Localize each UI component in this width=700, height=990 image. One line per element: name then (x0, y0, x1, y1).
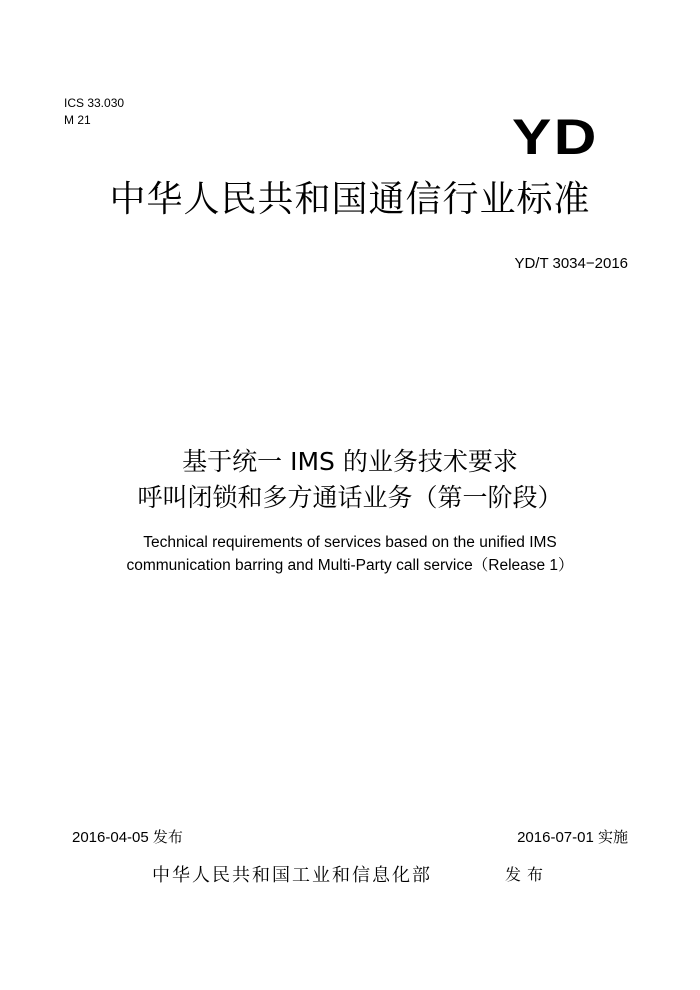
document-title-en-line1: Technical requirements of services based on the unified IMS (143, 534, 557, 551)
document-title-en-line2: communication barring and Multi-Party call service（Release 1） (126, 557, 574, 574)
publish-date: 2016-04-05 发布 (72, 829, 183, 846)
standard-number: YD/T 3034−2016 (514, 255, 628, 272)
publish-label: 发布 (505, 865, 550, 884)
classification-codes (64, 95, 124, 129)
document-title-zh-line2: 呼叫闭锁和多方通话业务（第一阶段） (137, 483, 563, 512)
yd-logo: YD (512, 109, 599, 165)
document-title-zh-line1: 基于统一 IMS 的业务技术要求 (182, 447, 518, 476)
standard-category-title: 中华人民共和国通信行业标准 (109, 179, 591, 220)
ics-code: ICS 33.030 (64, 96, 125, 110)
publisher-name: 中华人民共和国工业和信息化部 (152, 865, 432, 886)
class-code: M 21 (64, 113, 91, 127)
implement-date: 2016-07-01 实施 (517, 829, 628, 846)
